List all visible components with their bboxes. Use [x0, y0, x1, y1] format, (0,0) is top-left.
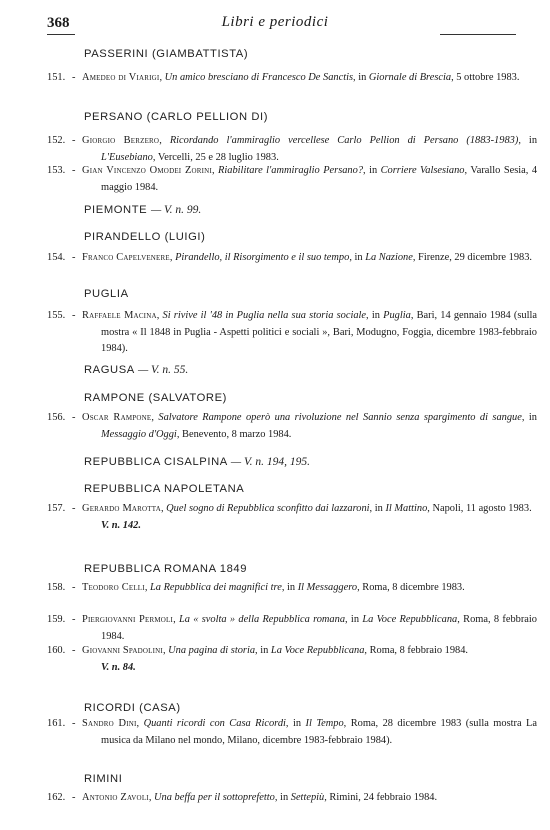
entry-connector: , in	[366, 310, 384, 321]
entry-source: Il Tempo	[305, 718, 344, 729]
entry-title: Una beffa per il sottoprefetto	[154, 792, 275, 803]
entry-dash: -	[72, 503, 76, 514]
entry-connector: , in	[274, 792, 291, 803]
entry-number: 152.	[47, 135, 66, 146]
cross-reference: — V. n. 55.	[137, 364, 189, 376]
section-heading-text: PIRANDELLO (LUIGI)	[84, 231, 206, 243]
entry-number: 159.	[47, 614, 66, 625]
section-heading-text: PUGLIA	[84, 288, 129, 300]
entry-author: Antonio Zavoli	[82, 792, 149, 803]
cross-reference: — V. n. 194, 195.	[230, 456, 310, 468]
entry-connector: , in	[285, 718, 306, 729]
entry-connector: , in	[345, 614, 363, 625]
entry-author: Sandro Dini	[82, 718, 137, 729]
entry-title: Salvatore Rampone operò una rivoluzione nel Sannio senza spargimento di sangue	[158, 412, 522, 423]
entry-cross-reference: V. n. 142.	[101, 519, 141, 531]
entry-text: Raffaele Macina, Si rivive il '48 in Puglia nella sua storia sociale, in Puglia, Bari, 14 gennaio 1984 (sulla mostra « Il 1848 in Puglia - Aspetti politici e sociali », Bari, Modugno, Foggia, dicembre 1983-febbraio 1984).	[82, 310, 537, 354]
entry-connector: , in	[353, 72, 369, 83]
section-heading-text: RIMINI	[84, 773, 123, 785]
section-heading	[84, 483, 244, 495]
entry-author: Giorgio Berzero	[82, 135, 160, 146]
entry-details: , Roma, 8 dicembre 1983.	[357, 582, 465, 593]
entry-title: Un amico bresciano di Francesco De Sanctis	[164, 72, 354, 83]
entry-author: Amedeo di Viarigi	[82, 72, 160, 83]
entry-title: Una pagina di storia	[168, 645, 256, 656]
entry-connector: , in	[518, 135, 538, 146]
header-rule-left	[47, 34, 75, 35]
entry-connector: , in	[369, 503, 386, 514]
entry-source: L'Eusebiano	[101, 151, 153, 163]
entry-connector: , in	[363, 165, 381, 176]
entry-details: , Rimini, 24 febbraio 1984.	[324, 792, 438, 803]
entry-details: , Benevento, 8 marzo 1984.	[176, 428, 292, 440]
entry-details: , Firenze, 29 dicembre 1983.	[412, 252, 533, 263]
entry-text: Teodoro Celli, La Repubblica dei magnifici tre, in Il Messaggero, Roma, 8 dicembre 1983.	[82, 582, 465, 593]
entry-number: 156.	[47, 412, 66, 423]
entry-title: Quanti ricordi con Casa Ricordi	[143, 718, 286, 729]
entry-source: Settepiù	[290, 792, 325, 803]
entry-dash: -	[72, 72, 76, 83]
entry-connector: , in	[281, 582, 298, 593]
running-title: Libri e periodici	[221, 14, 329, 30]
section-heading-text: REPUBBLICA ROMANA 1849	[84, 563, 248, 575]
entry-title: Riabilitare l'ammiraglio Persano?	[218, 165, 364, 176]
entry-dash: -	[72, 582, 76, 593]
entry-number: 153.	[47, 165, 66, 176]
section-heading-text: PERSANO (CARLO PELLION DI)	[84, 111, 269, 123]
entry-details: , Vercelli, 25 e 28 luglio 1983.	[152, 151, 279, 163]
entry-author: Teodoro Celli	[82, 582, 145, 593]
entry-dash: -	[72, 310, 76, 321]
entry-cross-reference: V. n. 84.	[101, 661, 136, 673]
entry-number: 158.	[47, 582, 66, 593]
entry-details: , Bari, 14 gennaio 1984 (sulla mostra « Il 1848 in Puglia - Aspetti politici e sociali », Bari, Modugno, Foggia, dicembre 1983-febbraio 1984).	[101, 310, 537, 354]
entry-author: Gian Vincenzo Omodei Zorini	[82, 165, 212, 176]
entry-details: , Roma, 8 febbraio 1984.	[364, 645, 469, 656]
entry-source: La Nazione	[365, 252, 413, 263]
entry-title: La « svolta » della Repubblica romana	[178, 614, 346, 625]
entry-text: Sandro Dini, Quanti ricordi con Casa Ricordi, in Il Tempo, Roma, 28 dicembre 1983 (sulla mostra La musica da Milano nel mondo, Milano, dicembre 1983-febbraio 1984).	[82, 718, 537, 746]
entry-author: Piergiovanni Permoli	[82, 614, 174, 625]
entry-text: Franco Capelvenere, Pirandello, il Risorgimento e il suo tempo, in La Nazione, Firenze, 29 dicembre 1983.	[82, 252, 533, 263]
entry-author: Raffaele Macina	[82, 310, 157, 321]
entry-number: 162.	[47, 792, 66, 803]
entry-details: , Varallo Sesia, 4 maggio 1984.	[101, 165, 538, 193]
entry-text: Amedeo di Viarigi, Un amico bresciano di Francesco De Sanctis, in Giornale di Brescia, 5 ottobre 1983.	[82, 72, 520, 83]
entry-details: , Roma, 28 dicembre 1983 (sulla mostra La musica da Milano nel mondo, Milano, dicembre 1983-febbraio 1984).	[101, 718, 537, 746]
section-heading-text: RAGUSA	[84, 364, 135, 376]
entry-dash: -	[72, 252, 76, 263]
entry-text: Giovanni Spadolini, Una pagina di storia, in La Voce Repubblicana, Roma, 8 febbraio 1984. V. n. 84.	[82, 643, 537, 676]
entry-number: 160.	[47, 645, 66, 656]
entry-source: Giornale di Brescia	[368, 72, 452, 83]
entry-text: Gian Vincenzo Omodei Zorini, Riabilitare l'ammiraglio Persano?, in Corriere Valsesiano, Varallo Sesia, 4 maggio 1984.	[82, 165, 538, 193]
section-heading-text: REPUBBLICA CISALPINA	[84, 456, 228, 468]
section-heading-text: RICORDI (CASA)	[84, 702, 181, 714]
section-heading	[84, 456, 310, 468]
section-heading	[84, 563, 247, 575]
entry-connector: , in	[255, 645, 271, 656]
entry-author: Gerardo Marotta	[82, 503, 161, 514]
section-heading	[84, 231, 205, 243]
entry-title: Quel sogno di Repubblica sconfitto dai lazzaroni	[166, 503, 370, 514]
cross-reference: — V. n. 99.	[150, 204, 202, 216]
entry-number: 155.	[47, 310, 66, 321]
entry-title: La Repubblica dei magnifici tre	[150, 582, 282, 593]
entry-source: La Voce Repubblicana	[270, 645, 365, 656]
entry-source: Messaggio d'Oggi	[101, 428, 177, 440]
entry-dash: -	[72, 718, 76, 729]
section-heading-text: PIEMONTE	[84, 204, 148, 216]
entry-text: Oscar Rampone, Salvatore Rampone operò una rivoluzione nel Sannio senza spargimento di sangue, in Messaggio d'Oggi, Benevento, 8 marzo 1984.	[82, 412, 537, 440]
entry-number: 151.	[47, 72, 66, 83]
page-number: 368	[47, 15, 70, 31]
entry-dash: -	[72, 645, 76, 656]
entry-connector: , in	[349, 252, 366, 263]
entry-dash: -	[72, 135, 76, 146]
entry-connector: , in	[521, 412, 537, 423]
section-heading-text: RAMPONE (SALVATORE)	[84, 392, 227, 404]
entry-details: , 5 ottobre 1983.	[451, 72, 520, 83]
header-rule-right	[440, 34, 516, 35]
entry-title: Si rivive il '48 in Puglia nella sua storia sociale	[162, 310, 367, 321]
section-heading	[84, 48, 248, 60]
entry-source: Puglia	[383, 310, 411, 321]
entry-source: La Voce Repubblicana	[362, 614, 458, 625]
entry-title: Pirandello, il Risorgimento e il suo tempo	[175, 252, 350, 263]
entry-number: 157.	[47, 503, 66, 514]
entry-text: Giorgio Berzero, Ricordando l'ammiraglio vercellese Carlo Pellion di Persano (1883-1983), in L'Eusebiano, Vercelli, 25 e 28 luglio 1983.	[82, 135, 538, 163]
entry-number: 161.	[47, 718, 66, 729]
entry-details: , Roma, 8 febbraio 1984.	[101, 614, 537, 642]
entry-dash: -	[72, 412, 76, 423]
entry-dash: -	[72, 614, 76, 625]
section-heading	[84, 204, 201, 216]
section-heading-text: PASSERINI (GIAMBATTISTA)	[84, 48, 249, 60]
entry-text: Antonio Zavoli, Una beffa per il sottoprefetto, in Settepiù, Rimini, 24 febbraio 1984.	[82, 792, 438, 803]
section-heading	[84, 392, 227, 404]
entry-author: Giovanni Spadolini	[82, 645, 163, 656]
entry-source: Il Mattino	[385, 503, 428, 514]
entry-source: Il Messaggero	[297, 582, 358, 593]
section-heading	[84, 364, 188, 376]
section-heading	[84, 111, 268, 123]
entry-author: Franco Capelvenere	[82, 252, 170, 263]
entry-dash: -	[72, 165, 76, 176]
entry-dash: -	[72, 792, 76, 803]
section-heading	[84, 702, 181, 714]
entry-source: Corriere Valsesiano	[380, 165, 465, 176]
entry-text: Piergiovanni Permoli, La « svolta » della Repubblica romana, in La Voce Repubblicana, Roma, 8 febbraio 1984.	[82, 614, 537, 642]
entry-text: Gerardo Marotta, Quel sogno di Repubblica sconfitto dai lazzaroni, in Il Mattino, Napoli, 11 agosto 1983. V. n. 142.	[82, 501, 537, 534]
entry-title: Ricordando l'ammiraglio vercellese Carlo Pellion di Persano (1883-1983)	[169, 135, 519, 146]
section-heading-text: REPUBBLICA NAPOLETANA	[84, 483, 245, 495]
entry-author: Oscar Rampone	[82, 412, 152, 423]
section-heading	[84, 773, 122, 785]
entry-number: 154.	[47, 252, 66, 263]
entry-details: , Napoli, 11 agosto 1983.	[427, 503, 532, 514]
section-heading	[84, 288, 129, 300]
